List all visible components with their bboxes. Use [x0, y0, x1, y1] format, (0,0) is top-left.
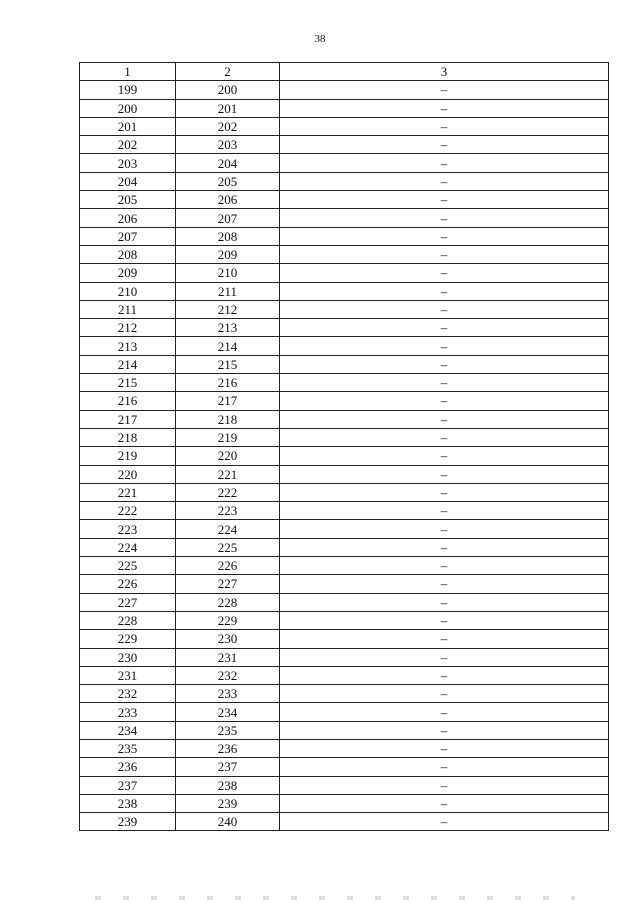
table-row: [80, 337, 609, 355]
table-cell-col-3: –: [280, 465, 609, 483]
table-cell-col-1: 201: [80, 117, 176, 135]
table-cell-col-2: 234: [176, 703, 280, 721]
table-cell-col-1: 216: [80, 392, 176, 410]
scan-artifact: [95, 896, 575, 900]
table-row: [80, 264, 609, 282]
table-cell-col-3: –: [280, 300, 609, 318]
table-cell-col-1: 231: [80, 666, 176, 684]
table-cell-col-2: 232: [176, 666, 280, 684]
table-cell-col-3: –: [280, 428, 609, 446]
table-cell-col-1: 209: [80, 264, 176, 282]
table-cell-col-1: 200: [80, 99, 176, 117]
table-cell-col-1: 208: [80, 245, 176, 263]
table-cell-col-2: 235: [176, 721, 280, 739]
table-cell-col-1: 199: [80, 81, 176, 99]
table-cell-col-1: 211: [80, 300, 176, 318]
table-row: [80, 428, 609, 446]
table-row: [80, 172, 609, 190]
table-cell-col-3: –: [280, 282, 609, 300]
table-cell-col-2: 240: [176, 813, 280, 831]
table-cell-col-1: 222: [80, 502, 176, 520]
table-cell-col-1: 225: [80, 557, 176, 575]
table-cell-col-1: 227: [80, 593, 176, 611]
table-row: [80, 813, 609, 831]
table-cell-col-3: –: [280, 721, 609, 739]
table-cell-col-3: –: [280, 593, 609, 611]
table-cell-col-1: 206: [80, 209, 176, 227]
table-cell-col-2: 224: [176, 520, 280, 538]
table-cell-col-2: 233: [176, 685, 280, 703]
table-row: [80, 611, 609, 629]
table-cell-col-2: 227: [176, 575, 280, 593]
table-row: [80, 465, 609, 483]
table-row: [80, 447, 609, 465]
table-row: [80, 593, 609, 611]
table-cell-col-1: 234: [80, 721, 176, 739]
table-row: [80, 685, 609, 703]
table-row: [80, 758, 609, 776]
table-cell-col-3: –: [280, 264, 609, 282]
table-header-row: [80, 63, 609, 81]
table-cell-col-2: 222: [176, 483, 280, 501]
column-header-1: 1: [80, 63, 176, 81]
table-cell-col-1: 218: [80, 428, 176, 446]
table-row: [80, 154, 609, 172]
table-cell-col-2: 219: [176, 428, 280, 446]
table-cell-col-3: –: [280, 191, 609, 209]
table-cell-col-1: 223: [80, 520, 176, 538]
table-body: [80, 81, 609, 831]
table-row: [80, 666, 609, 684]
table-cell-col-1: 204: [80, 172, 176, 190]
table-cell-col-2: 201: [176, 99, 280, 117]
table-cell-col-2: 239: [176, 794, 280, 812]
table-row: [80, 538, 609, 556]
table-row: [80, 794, 609, 812]
table-cell-col-3: –: [280, 776, 609, 794]
table-cell-col-3: –: [280, 227, 609, 245]
table-cell-col-2: 231: [176, 648, 280, 666]
table-cell-col-1: 239: [80, 813, 176, 831]
table-cell-col-2: 208: [176, 227, 280, 245]
table-cell-col-2: 203: [176, 136, 280, 154]
table-cell-col-2: 212: [176, 300, 280, 318]
table-row: [80, 575, 609, 593]
table-cell-col-1: 229: [80, 630, 176, 648]
table-cell-col-2: 202: [176, 117, 280, 135]
table-row: [80, 557, 609, 575]
table-cell-col-2: 237: [176, 758, 280, 776]
table-cell-col-1: 228: [80, 611, 176, 629]
table-cell-col-2: 204: [176, 154, 280, 172]
table-cell-col-2: 215: [176, 355, 280, 373]
table-cell-col-3: –: [280, 502, 609, 520]
table-cell-col-3: –: [280, 630, 609, 648]
table-cell-col-1: 221: [80, 483, 176, 501]
table-cell-col-2: 217: [176, 392, 280, 410]
table-cell-col-1: 205: [80, 191, 176, 209]
table-cell-col-1: 210: [80, 282, 176, 300]
table-row: [80, 191, 609, 209]
table-row: [80, 630, 609, 648]
table-row: [80, 300, 609, 318]
table-cell-col-1: 235: [80, 739, 176, 757]
page-number: 38: [314, 33, 326, 45]
table-cell-col-2: 238: [176, 776, 280, 794]
table-row: [80, 99, 609, 117]
table-cell-col-3: –: [280, 172, 609, 190]
table-cell-col-1: 213: [80, 337, 176, 355]
table-cell-col-3: –: [280, 245, 609, 263]
column-header-3: 3: [280, 63, 609, 81]
table-cell-col-3: –: [280, 813, 609, 831]
table-cell-col-3: –: [280, 611, 609, 629]
table-cell-col-2: 213: [176, 319, 280, 337]
table-row: [80, 648, 609, 666]
table-cell-col-2: 223: [176, 502, 280, 520]
column-header-2: 2: [176, 63, 280, 81]
table-cell-col-2: 209: [176, 245, 280, 263]
table-row: [80, 245, 609, 263]
table-cell-col-1: 232: [80, 685, 176, 703]
table-cell-col-1: 202: [80, 136, 176, 154]
table-cell-col-1: 215: [80, 374, 176, 392]
table-cell-col-3: –: [280, 447, 609, 465]
table-row: [80, 776, 609, 794]
table-cell-col-1: 207: [80, 227, 176, 245]
table-row: [80, 392, 609, 410]
table-cell-col-2: 206: [176, 191, 280, 209]
table-cell-col-3: –: [280, 703, 609, 721]
table-cell-col-2: 218: [176, 410, 280, 428]
table-row: [80, 81, 609, 99]
table-cell-col-2: 214: [176, 337, 280, 355]
table-cell-col-3: –: [280, 136, 609, 154]
table-cell-col-2: 226: [176, 557, 280, 575]
table-row: [80, 227, 609, 245]
table-cell-col-3: –: [280, 392, 609, 410]
table-row: [80, 355, 609, 373]
table-cell-col-1: 220: [80, 465, 176, 483]
table-cell-col-1: 219: [80, 447, 176, 465]
table-row: [80, 319, 609, 337]
table-cell-col-3: –: [280, 483, 609, 501]
table-cell-col-3: –: [280, 154, 609, 172]
table-cell-col-2: 216: [176, 374, 280, 392]
table-cell-col-3: –: [280, 99, 609, 117]
table-cell-col-3: –: [280, 648, 609, 666]
table-cell-col-1: 238: [80, 794, 176, 812]
table-cell-col-1: 214: [80, 355, 176, 373]
table-cell-col-1: 226: [80, 575, 176, 593]
table-cell-col-2: 230: [176, 630, 280, 648]
table-cell-col-2: 225: [176, 538, 280, 556]
table-row: [80, 721, 609, 739]
table-row: [80, 136, 609, 154]
table-cell-col-3: –: [280, 374, 609, 392]
table-cell-col-1: 203: [80, 154, 176, 172]
table-cell-col-3: –: [280, 410, 609, 428]
table-cell-col-1: 230: [80, 648, 176, 666]
table-cell-col-2: 228: [176, 593, 280, 611]
table-row: [80, 282, 609, 300]
table-cell-col-3: –: [280, 685, 609, 703]
table-cell-col-1: 224: [80, 538, 176, 556]
table-row: [80, 483, 609, 501]
table-cell-col-1: 233: [80, 703, 176, 721]
table-row: [80, 374, 609, 392]
table-cell-col-2: 207: [176, 209, 280, 227]
table-row: [80, 117, 609, 135]
table-cell-col-2: 221: [176, 465, 280, 483]
table-cell-col-2: 211: [176, 282, 280, 300]
table-cell-col-3: –: [280, 794, 609, 812]
table-cell-col-2: 200: [176, 81, 280, 99]
table-cell-col-3: –: [280, 520, 609, 538]
table-cell-col-3: –: [280, 538, 609, 556]
table-row: [80, 410, 609, 428]
table-cell-col-2: 205: [176, 172, 280, 190]
table-row: [80, 703, 609, 721]
table-cell-col-3: –: [280, 337, 609, 355]
table-cell-col-3: –: [280, 81, 609, 99]
table-cell-col-2: 220: [176, 447, 280, 465]
table-cell-col-3: –: [280, 666, 609, 684]
table-cell-col-3: –: [280, 117, 609, 135]
table-row: [80, 502, 609, 520]
table-cell-col-2: 210: [176, 264, 280, 282]
table-cell-col-3: –: [280, 209, 609, 227]
table-cell-col-3: –: [280, 739, 609, 757]
table-row: [80, 209, 609, 227]
data-table: [79, 62, 609, 831]
table-row: [80, 739, 609, 757]
table-cell-col-2: 236: [176, 739, 280, 757]
table-cell-col-1: 217: [80, 410, 176, 428]
table-cell-col-2: 229: [176, 611, 280, 629]
table-cell-col-1: 237: [80, 776, 176, 794]
table-row: [80, 520, 609, 538]
table-cell-col-3: –: [280, 758, 609, 776]
table-cell-col-1: 212: [80, 319, 176, 337]
table-cell-col-3: –: [280, 355, 609, 373]
table-cell-col-3: –: [280, 575, 609, 593]
table-cell-col-3: –: [280, 319, 609, 337]
table-cell-col-3: –: [280, 557, 609, 575]
table-cell-col-1: 236: [80, 758, 176, 776]
